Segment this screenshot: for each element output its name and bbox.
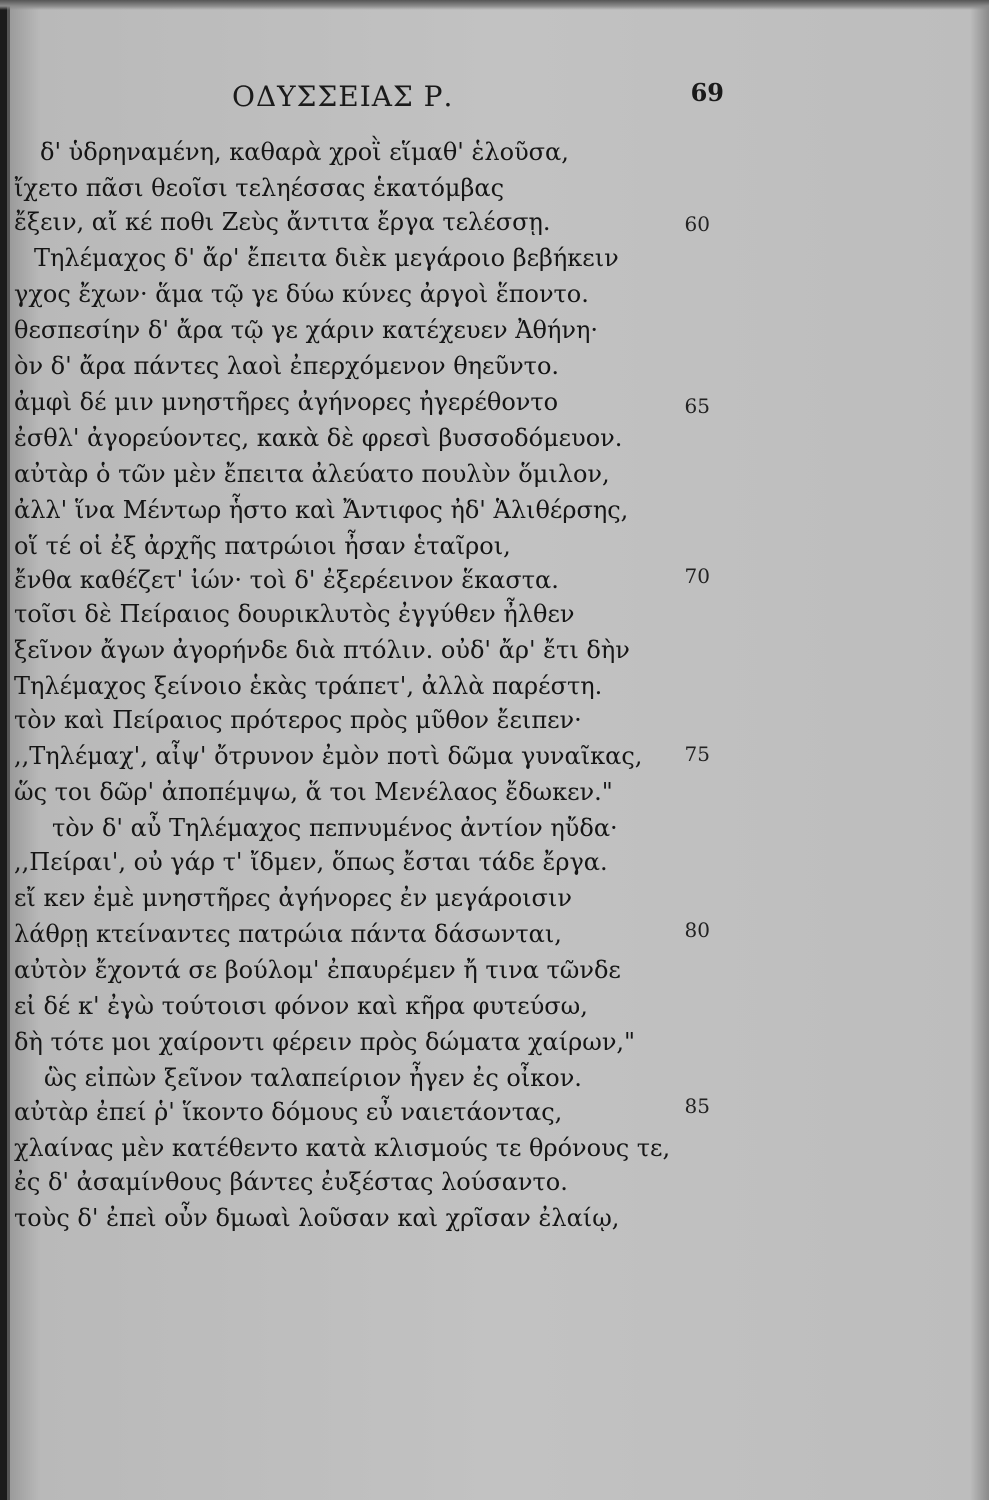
verse-line: ἐσθλ' ἀγορεύοντες, κακὰ δὲ φρεσὶ βυσσοδόμευον.	[14, 424, 623, 452]
verse-line: τοῖσι δὲ Πείραιος δουρικλυτὸς ἐγγύθεν ἦλθεν	[14, 600, 575, 628]
line-number: 85	[684, 1094, 710, 1118]
verse-line: αὐτὰρ ἐπεί ῥ' ἵκοντο δόμους εὖ ναιετάοντας,	[14, 1098, 563, 1126]
verse-line: τὸν καὶ Πείραιος πρότερος πρὸς μῦθον ἔειπεν·	[14, 706, 582, 734]
verse-line: ὸν δ' ἄρα πάντες λαοὶ ἐπερχόμενον θηεῦντο.	[14, 352, 560, 380]
verse-line: ,,Τηλέμαχ', αἶψ' ὄτρυνον ἐμὸν ποτὶ δῶμα γυναῖκας,	[14, 742, 643, 770]
verse-line: ἴχετο πᾶσι θεοῖσι τεληέσσας ἑκατόμβας	[14, 174, 505, 202]
verse-line: τὸν δ' αὖ Τηλέμαχος πεπνυμένος ἀντίον ηὔδα·	[52, 814, 618, 842]
verse-line: χλαίνας μὲν κατέθεντο κατὰ κλισμούς τε θρόνους τε,	[14, 1134, 671, 1162]
line-number: 80	[684, 918, 710, 942]
verse-line: εἴ κεν ἐμὲ μνηστῆρες ἀγήνορες ἐν μεγάροισιν	[14, 884, 572, 912]
verse-line: ὣς εἰπὼν ξεῖνον ταλαπείριον ἦγεν ἐς οἶκον.	[44, 1064, 582, 1092]
running-head: ΟΔΥΣΣΕΙΑΣ Ρ.	[232, 80, 454, 113]
verse-line: Τηλέμαχος ξείνοιο ἑκὰς τράπετ', ἀλλὰ παρέστη.	[14, 672, 603, 700]
verse-line: ὥς τοι δῶρ' ἀποπέμψω, ἅ τοι Μενέλαος ἔδωκεν."	[14, 778, 613, 806]
verse-line: γχος ἔχων· ἅμα τῷ γε δύω κύνες ἀργοὶ ἕποντο.	[14, 280, 589, 308]
verse-line: ἔξειν, αἴ κέ ποθι Ζεὺς ἄντιτα ἔργα τελέσσῃ.	[14, 208, 551, 236]
verse-line: ξεῖνον ἄγων ἀγορήνδε διὰ πτόλιν. οὐδ' ἄρ' ἔτι δὴν	[14, 636, 630, 664]
verse-line: ἀμφὶ δέ μιν μνηστῆρες ἀγήνορες ἠγερέθοντο	[14, 388, 559, 416]
verse-line: αὐτὰρ ὁ τῶν μὲν ἔπειτα ἀλεύατο πουλὺν ὅμιλον,	[14, 460, 610, 488]
verse-line: δ' ὑδρηναμένη, καθαρὰ χροῒ εἵμαθ' ἑλοῦσα,	[40, 138, 569, 166]
line-number: 70	[684, 564, 710, 588]
line-number: 60	[684, 212, 710, 236]
verse-line: θεσπεσίην δ' ἄρα τῷ γε χάριν κατέχευεν Ἀθήνη·	[14, 316, 598, 344]
verse-line: εἰ δέ κ' ἐγὼ τούτοισι φόνον καὶ κῆρα φυτεύσω,	[14, 992, 588, 1020]
page-number: 69	[690, 78, 724, 107]
verse-line: ἔνθα καθέζετ' ἰών· τοὶ δ' ἐξερέεινον ἕκαστα.	[14, 566, 559, 594]
verse-line: Τηλέμαχος δ' ἄρ' ἔπειτα διὲκ μεγάροιο βεβήκειν	[34, 244, 619, 272]
verse-line: ἐς δ' ἀσαμίνθους βάντες ἐυξέστας λούσαντο.	[14, 1168, 568, 1196]
verse-line: δὴ τότε μοι χαίροντι φέρειν πρὸς δώματα χαίρων,"	[14, 1028, 636, 1056]
line-number: 65	[684, 394, 710, 418]
line-number: 75	[684, 742, 710, 766]
verse-line: αὐτὸν ἔχοντά σε βούλομ' ἐπαυρέμεν ἤ τινα τῶνδε	[14, 956, 621, 984]
verse-line: λάθρῃ κτείναντες πατρώια πάντα δάσωνται,	[14, 920, 562, 948]
verse-line: ,,Πείραι', οὐ γάρ τ' ἴδμεν, ὅπως ἔσται τάδε ἔργα.	[14, 848, 608, 876]
verse-line: ἀλλ' ἵνα Μέντωρ ἧστο καὶ Ἄντιφος ἠδ' Ἁλιθέρσης,	[14, 496, 629, 524]
verse-line: οἵ τέ οἱ ἐξ ἀρχῆς πατρώιοι ἦσαν ἑταῖροι,	[14, 532, 511, 560]
verse-line: τοὺς δ' ἐπεὶ οὖν δμωαὶ λοῦσαν καὶ χρῖσαν ἐλαίῳ,	[14, 1204, 620, 1232]
